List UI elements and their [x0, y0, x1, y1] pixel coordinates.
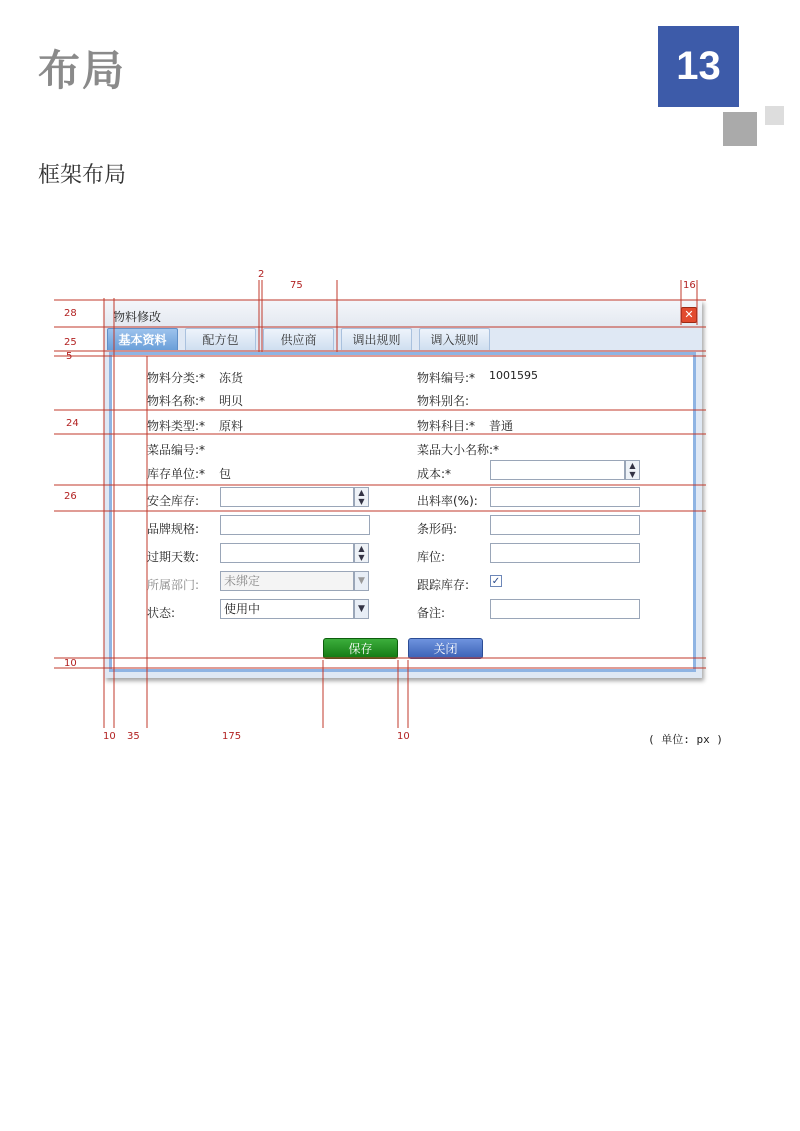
dish-size-name-label: 菜品大小名称:* [417, 443, 500, 457]
track-stock-checkbox[interactable]: ✓ [491, 576, 501, 587]
tab-recipe-package[interactable]: 配方包 [185, 328, 256, 350]
dim-label-top-2: 2 [258, 269, 265, 280]
dim-label-10: 10 [64, 658, 77, 669]
dish-code-label: 菜品编号:* [147, 443, 206, 457]
category-value: 冻货 [219, 371, 244, 385]
dim-label-bottom-10: 10 [103, 731, 116, 742]
barcode-label: 条形码: [417, 522, 458, 536]
dim-label-5: 5 [66, 351, 73, 362]
name-value: 明贝 [219, 394, 244, 408]
subject-value: 普通 [489, 419, 514, 433]
dim-label-24: 24 [66, 418, 79, 429]
safety-stock-spinner[interactable]: ▲ ▼ [354, 487, 369, 507]
chevron-down-icon[interactable]: ▼ [354, 599, 369, 619]
location-label: 库位: [417, 550, 446, 564]
safety-stock-label: 安全库存: [147, 494, 200, 508]
brand-spec-label: 品牌规格: [147, 522, 200, 536]
tab-basic-info[interactable]: 基本资料 [107, 328, 178, 350]
expiry-days-label: 过期天数: [147, 550, 200, 564]
close-button[interactable]: 关闭 [408, 638, 483, 659]
code-value: 1001595 [489, 369, 538, 382]
dim-label-top-75: 75 [290, 280, 303, 291]
stock-unit-value: 包 [219, 467, 232, 481]
dim-label-26: 26 [64, 491, 77, 502]
section-title: 框架布局 [38, 163, 127, 188]
type-value: 原料 [219, 419, 244, 433]
chevron-down-icon[interactable]: ▼ [354, 571, 369, 591]
dim-label-25: 25 [64, 337, 77, 348]
alias-label: 物料别名: [417, 394, 470, 408]
expiry-days-spinner[interactable]: ▲ ▼ [354, 543, 369, 563]
close-icon[interactable]: ✕ [681, 307, 697, 323]
dim-label-bottom-175: 175 [222, 731, 242, 742]
page-title: 布局 [38, 46, 127, 95]
department-select[interactable]: 未绑定 [220, 571, 354, 591]
yield-rate-label: 出料率(%): [417, 494, 478, 508]
dim-label-28: 28 [64, 308, 77, 319]
track-stock-label: 跟踪库存: [417, 578, 470, 592]
save-button[interactable]: 保存 [323, 638, 398, 659]
subject-label: 物料科目:* [417, 419, 476, 433]
code-label: 物料编号:* [417, 371, 476, 385]
status-label: 状态: [147, 606, 176, 620]
status-select[interactable]: 使用中 [220, 599, 354, 619]
dim-label-bottom-10b: 10 [397, 731, 410, 742]
cost-spinner[interactable]: ▲ ▼ [625, 460, 640, 480]
department-label: 所属部门: [147, 578, 200, 592]
stock-unit-label: 库存单位:* [147, 467, 206, 481]
dim-label-bottom-35: 35 [127, 731, 140, 742]
dim-label-top-16: 16 [683, 280, 696, 291]
remark-label: 备注: [417, 606, 446, 620]
category-label: 物料分类:* [147, 371, 206, 385]
type-label: 物料类型:* [147, 419, 206, 433]
tab-transfer-out-rules[interactable]: 调出规则 [341, 328, 412, 350]
tab-transfer-in-rules[interactable]: 调入规则 [419, 328, 490, 350]
name-label: 物料名称:* [147, 394, 206, 408]
page-number-badge: 13 [658, 26, 739, 107]
tab-supplier[interactable]: 供应商 [263, 328, 334, 350]
unit-note: ( 单位: px ) [648, 733, 723, 746]
cost-label: 成本:* [417, 467, 452, 481]
dialog-title: 物料修改 [113, 310, 162, 324]
